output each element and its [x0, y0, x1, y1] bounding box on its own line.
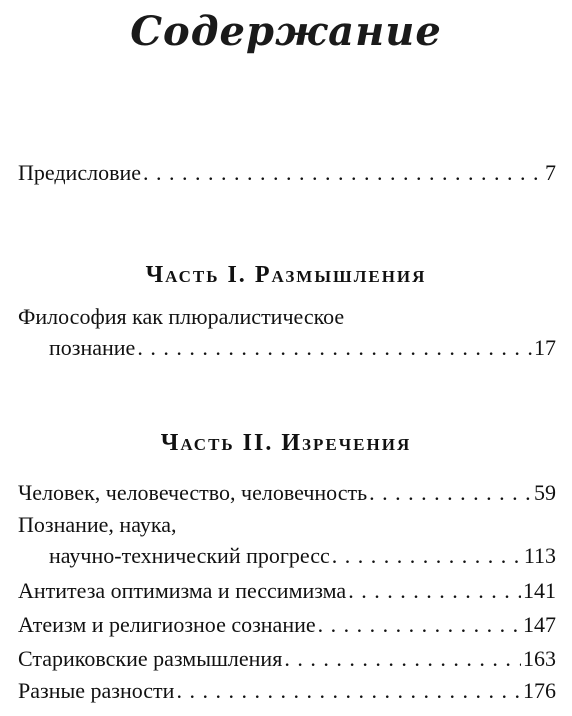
part-heading-1 — [0, 262, 572, 289]
toc-entry-label: Атеизм и религиозное сознание — [18, 612, 316, 637]
part-name: Изречения — [281, 430, 412, 456]
toc-entry-science[interactable] — [49, 543, 556, 569]
part-name: Размышления — [254, 262, 427, 288]
dot-leader — [137, 335, 532, 361]
toc-entry-page: 59 — [534, 480, 556, 505]
toc-entry-page: 7 — [545, 160, 556, 185]
toc-entry-misc[interactable] — [18, 678, 556, 704]
toc-entry-page: 176 — [523, 678, 556, 703]
part-number: Часть I. — [145, 262, 247, 288]
toc-entry-philosophy[interactable] — [49, 335, 556, 361]
toc-entry-page: 141 — [523, 578, 556, 603]
toc-entry-atheism[interactable] — [18, 612, 556, 638]
part-number: Часть II. — [160, 430, 274, 456]
toc-entry-old-age[interactable] — [18, 646, 556, 672]
dot-leader — [318, 612, 521, 638]
toc-entry-label: познание — [49, 335, 136, 360]
toc-entry-page: 113 — [523, 543, 556, 568]
toc-entry-page: 147 — [523, 612, 556, 637]
dot-leader — [369, 480, 532, 506]
toc-entry-antithesis[interactable] — [18, 578, 556, 604]
toc-entry-line1: Познание, наука, — [18, 512, 177, 537]
toc-entry-human[interactable] — [18, 480, 556, 506]
page-title: Содержание — [130, 8, 442, 55]
dot-leader — [176, 678, 521, 704]
toc-entry-label: Антитеза оптимизма и пессимизма — [18, 578, 347, 603]
dot-leader — [348, 578, 521, 604]
toc-entry-label: Разные разности — [18, 678, 175, 703]
toc-entry-label: научно-технический прогресс — [49, 543, 330, 568]
toc-entry-preface[interactable] — [18, 160, 556, 186]
toc-entry-line1: Философия как плюралистическое — [18, 304, 345, 329]
dot-leader — [332, 543, 522, 569]
part-heading-2 — [0, 430, 572, 457]
toc-entry-label: Стариковские размышления — [18, 646, 283, 671]
toc-entry-page: 163 — [523, 646, 556, 671]
toc-entry-label: Человек, человечество, человечность — [18, 480, 368, 505]
toc-entry-label: Предисловие — [18, 160, 141, 185]
toc-entry-page: 17 — [534, 335, 556, 360]
dot-leader — [143, 160, 543, 186]
dot-leader — [284, 646, 521, 672]
